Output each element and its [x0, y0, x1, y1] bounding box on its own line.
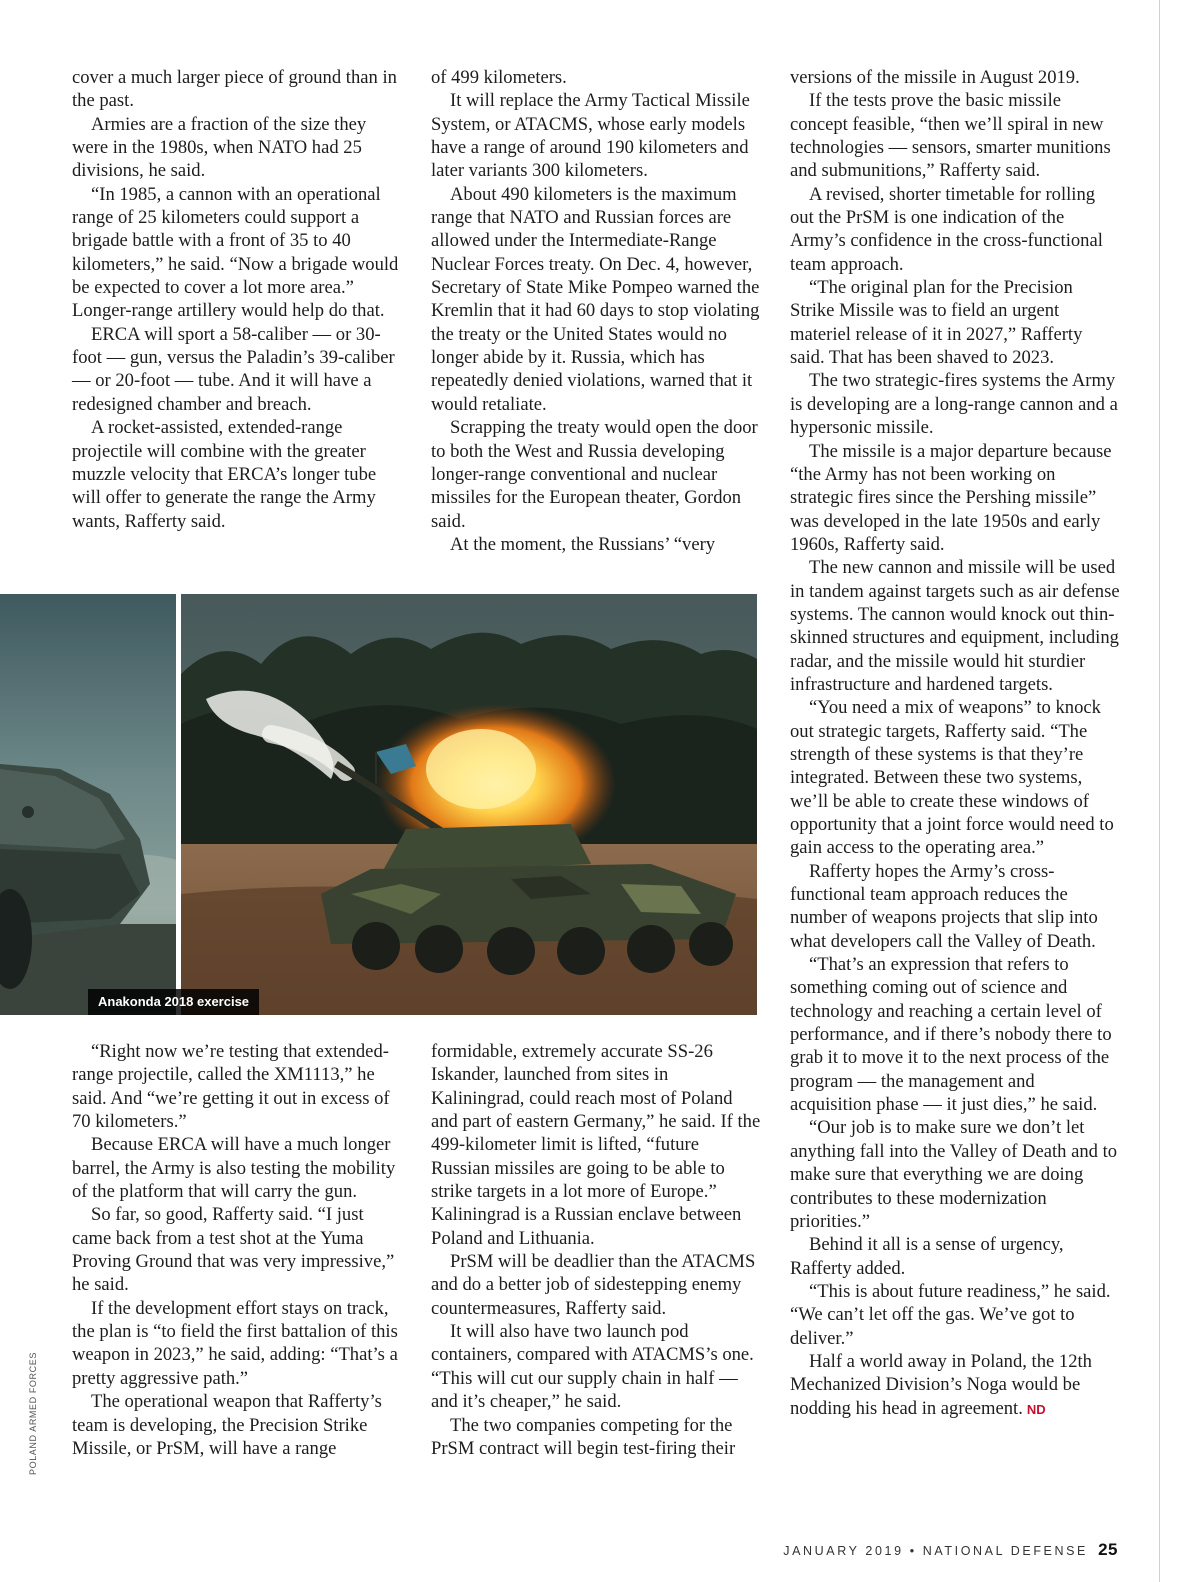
paragraph: “That’s an expression that refers to something coming out of science and technology and reaching a certain level of performance, and if there’s nobody there to grab it to move it to the next process of the program — the management and acquisition phase — it just dies,” he said. — [790, 954, 1112, 1116]
photo-armored-vehicle — [0, 594, 179, 1015]
paragraph: cover a much larger piece of ground than in the past. — [72, 67, 397, 112]
column-1-bottom — [72, 1040, 402, 1460]
paragraph: “Right now we’re testing that extended-range projectile, called the XM1113,” he said. And “we’re getting it out in excess of 70 kilometers.” — [72, 1041, 390, 1133]
paragraph: PrSM will be deadlier than the ATACMS and do a better job of sidestepping enemy countermeasures, Rafferty said. — [431, 1251, 756, 1319]
paragraph: “Our job is to make sure we don’t let anything fall into the Valley of Death and to make sure that everything we are doing contributes to these modernization priorities.” — [790, 1117, 1118, 1232]
paragraph: “The original plan for the Precision Strike Missile was to field an urgent materiel release of it in 2027,” Rafferty said. That has been shaved to 2023. — [790, 277, 1083, 369]
paragraph: ERCA will sport a 58-caliber — or 30-foot — gun, versus the Paladin’s 39-caliber — or 20-foot — tube. And it will have a redesigned chamber and breach. — [72, 323, 395, 415]
column-2-bottom — [431, 1040, 761, 1460]
paragraph: Because ERCA will have a much longer barrel, the Army is also testing the mobility of the platform that will carry the gun. — [72, 1134, 396, 1203]
paragraph: The missile is a major departure because “the Army has not been working on strategic fires since the Pershing missile” was developed in the late 1950s and early 1960s, Rafferty said. — [790, 440, 1112, 555]
photo-howitzer-firing — [181, 594, 757, 1015]
paragraph: So far, so good, Rafferty said. “I just came back from a test shot at the Yuma Proving Ground that was very impressive,” he said. — [72, 1204, 395, 1296]
paragraph: It will also have two launch pod containers, compared with ATACMS’s one. “This will cut our supply chain in half — and it’s cheaper,” he said. — [431, 1321, 754, 1413]
paragraph: Armies are a fraction of the size they were in the 1980s, when NATO had 25 divisions, he said. — [72, 113, 367, 182]
column-1-top — [72, 66, 402, 533]
paragraph: The two strategic-fires systems the Army is developing are a long-range cannon and a hypersonic missile. — [790, 370, 1118, 439]
paragraph: “In 1985, a cannon with an operational range of 25 kilometers could support a brigade battle with a front of 35 to 40 kilometers,” he said. “Now a brigade would be expected to cover a lot more area.” Longer-range artillery would help do that. — [72, 183, 399, 322]
paragraph: If the tests prove the basic missile concept feasible, “then we’ll spiral in new technologies — sensors, smarter munitions and submunitions,” Rafferty said. — [790, 90, 1111, 182]
end-mark-logo: ND — [1026, 1401, 1046, 1417]
column-3 — [790, 66, 1120, 1421]
page-number: 25 — [1098, 1540, 1118, 1559]
paragraph: “You need a mix of weapons” to knock out strategic targets, Rafferty said. “The strength of these systems is that they’re integrated. Between these two systems, we’ll be able to create these windows of opportunity that a joint force would need to gain access to the operating area.” — [790, 697, 1114, 859]
paragraph: Scrapping the treaty would open the door to both the West and Russia developing longer-range conventional and nuclear missiles for the European theater, Gordon said. — [431, 417, 758, 532]
photo-credit: POLAND ARMED FORCES — [28, 1352, 38, 1475]
armored-vehicle-image — [0, 594, 179, 1015]
paragraph: The new cannon and missile will be used in tandem against targets such as air defense systems. The cannon would knock out thin-skinned structures and equipment, including radar, and the missile would hit sturdier infrastructure and hardened targets. — [790, 557, 1120, 695]
paragraph: Behind it all is a sense of urgency, Rafferty added. — [790, 1234, 1064, 1279]
paragraph-text: Half a world away in Poland, the 12th Mechanized Division’s Noga would be nodding his head in agreement. — [790, 1350, 1092, 1419]
paragraph: formidable, extremely accurate SS-26 Iskander, launched from sites in Kaliningrad, could reach most of Poland and part of eastern Germany,” he said. If the 499-kilometer limit is lifted, “future Russian missiles are going to be able to strike targets in a lot more of Europe.” Kaliningrad is a Russian enclave between Poland and Lithuania. — [431, 1041, 761, 1249]
page-edge-line — [1159, 0, 1160, 1582]
paragraph: “This is about future readiness,” he said. “We can’t let off the gas. We’ve got to deliver.” — [790, 1280, 1111, 1349]
paragraph: of 499 kilometers. — [431, 67, 567, 88]
paragraph: It will replace the Army Tactical Missile System, or ATACMS, whose early models have a range of around 190 kilometers and later variants 300 kilometers. — [431, 90, 750, 182]
paragraph: Rafferty hopes the Army’s cross-functional team approach reduces the number of weapons projects that slip into what developers call the Valley of Death. — [790, 860, 1098, 952]
paragraph: A revised, shorter timetable for rolling out the PrSM is one indication of the Army’s confidence in the cross-functional team approach. — [790, 183, 1103, 275]
paragraph: A rocket-assisted, extended-range projectile will combine with the greater muzzle velocity that ERCA’s longer tube will offer to generate the range the Army wants, Rafferty said. — [72, 417, 377, 532]
paragraph: At the moment, the Russians’ “very — [450, 533, 716, 555]
paragraph: About 490 kilometers is the maximum range that NATO and Russian forces are allowed under the Intermediate-Range Nuclear Forces treaty. On Dec. 4, however, Secretary of State Mike Pompeo warned the Kremlin that it had 60 days to stop violating the treaty or the United States would no longer abide by it. Russia, which has repeatedly denied violations, warned that it would retaliate. — [431, 183, 760, 415]
footer-issue: JANUARY 2019 • NATIONAL DEFENSE — [783, 1544, 1088, 1558]
page-footer — [783, 1540, 1118, 1560]
photo-caption: Anakonda 2018 exercise — [88, 989, 259, 1015]
paragraph: versions of the missile in August 2019. — [790, 67, 1080, 88]
paragraph: The two companies competing for the PrSM contract will begin test-firing their — [431, 1414, 736, 1459]
paragraph: The operational weapon that Rafferty’s team is developing, the Precision Strike Missile, or PrSM, will have a range — [72, 1391, 382, 1459]
paragraph-final — [790, 1350, 1120, 1421]
column-2-top — [431, 66, 761, 556]
howitzer-image — [181, 594, 757, 1015]
paragraph: If the development effort stays on track, the plan is “to field the first battalion of this weapon in 2023,” he said, adding: “That’s a pretty aggressive path.” — [72, 1297, 398, 1389]
